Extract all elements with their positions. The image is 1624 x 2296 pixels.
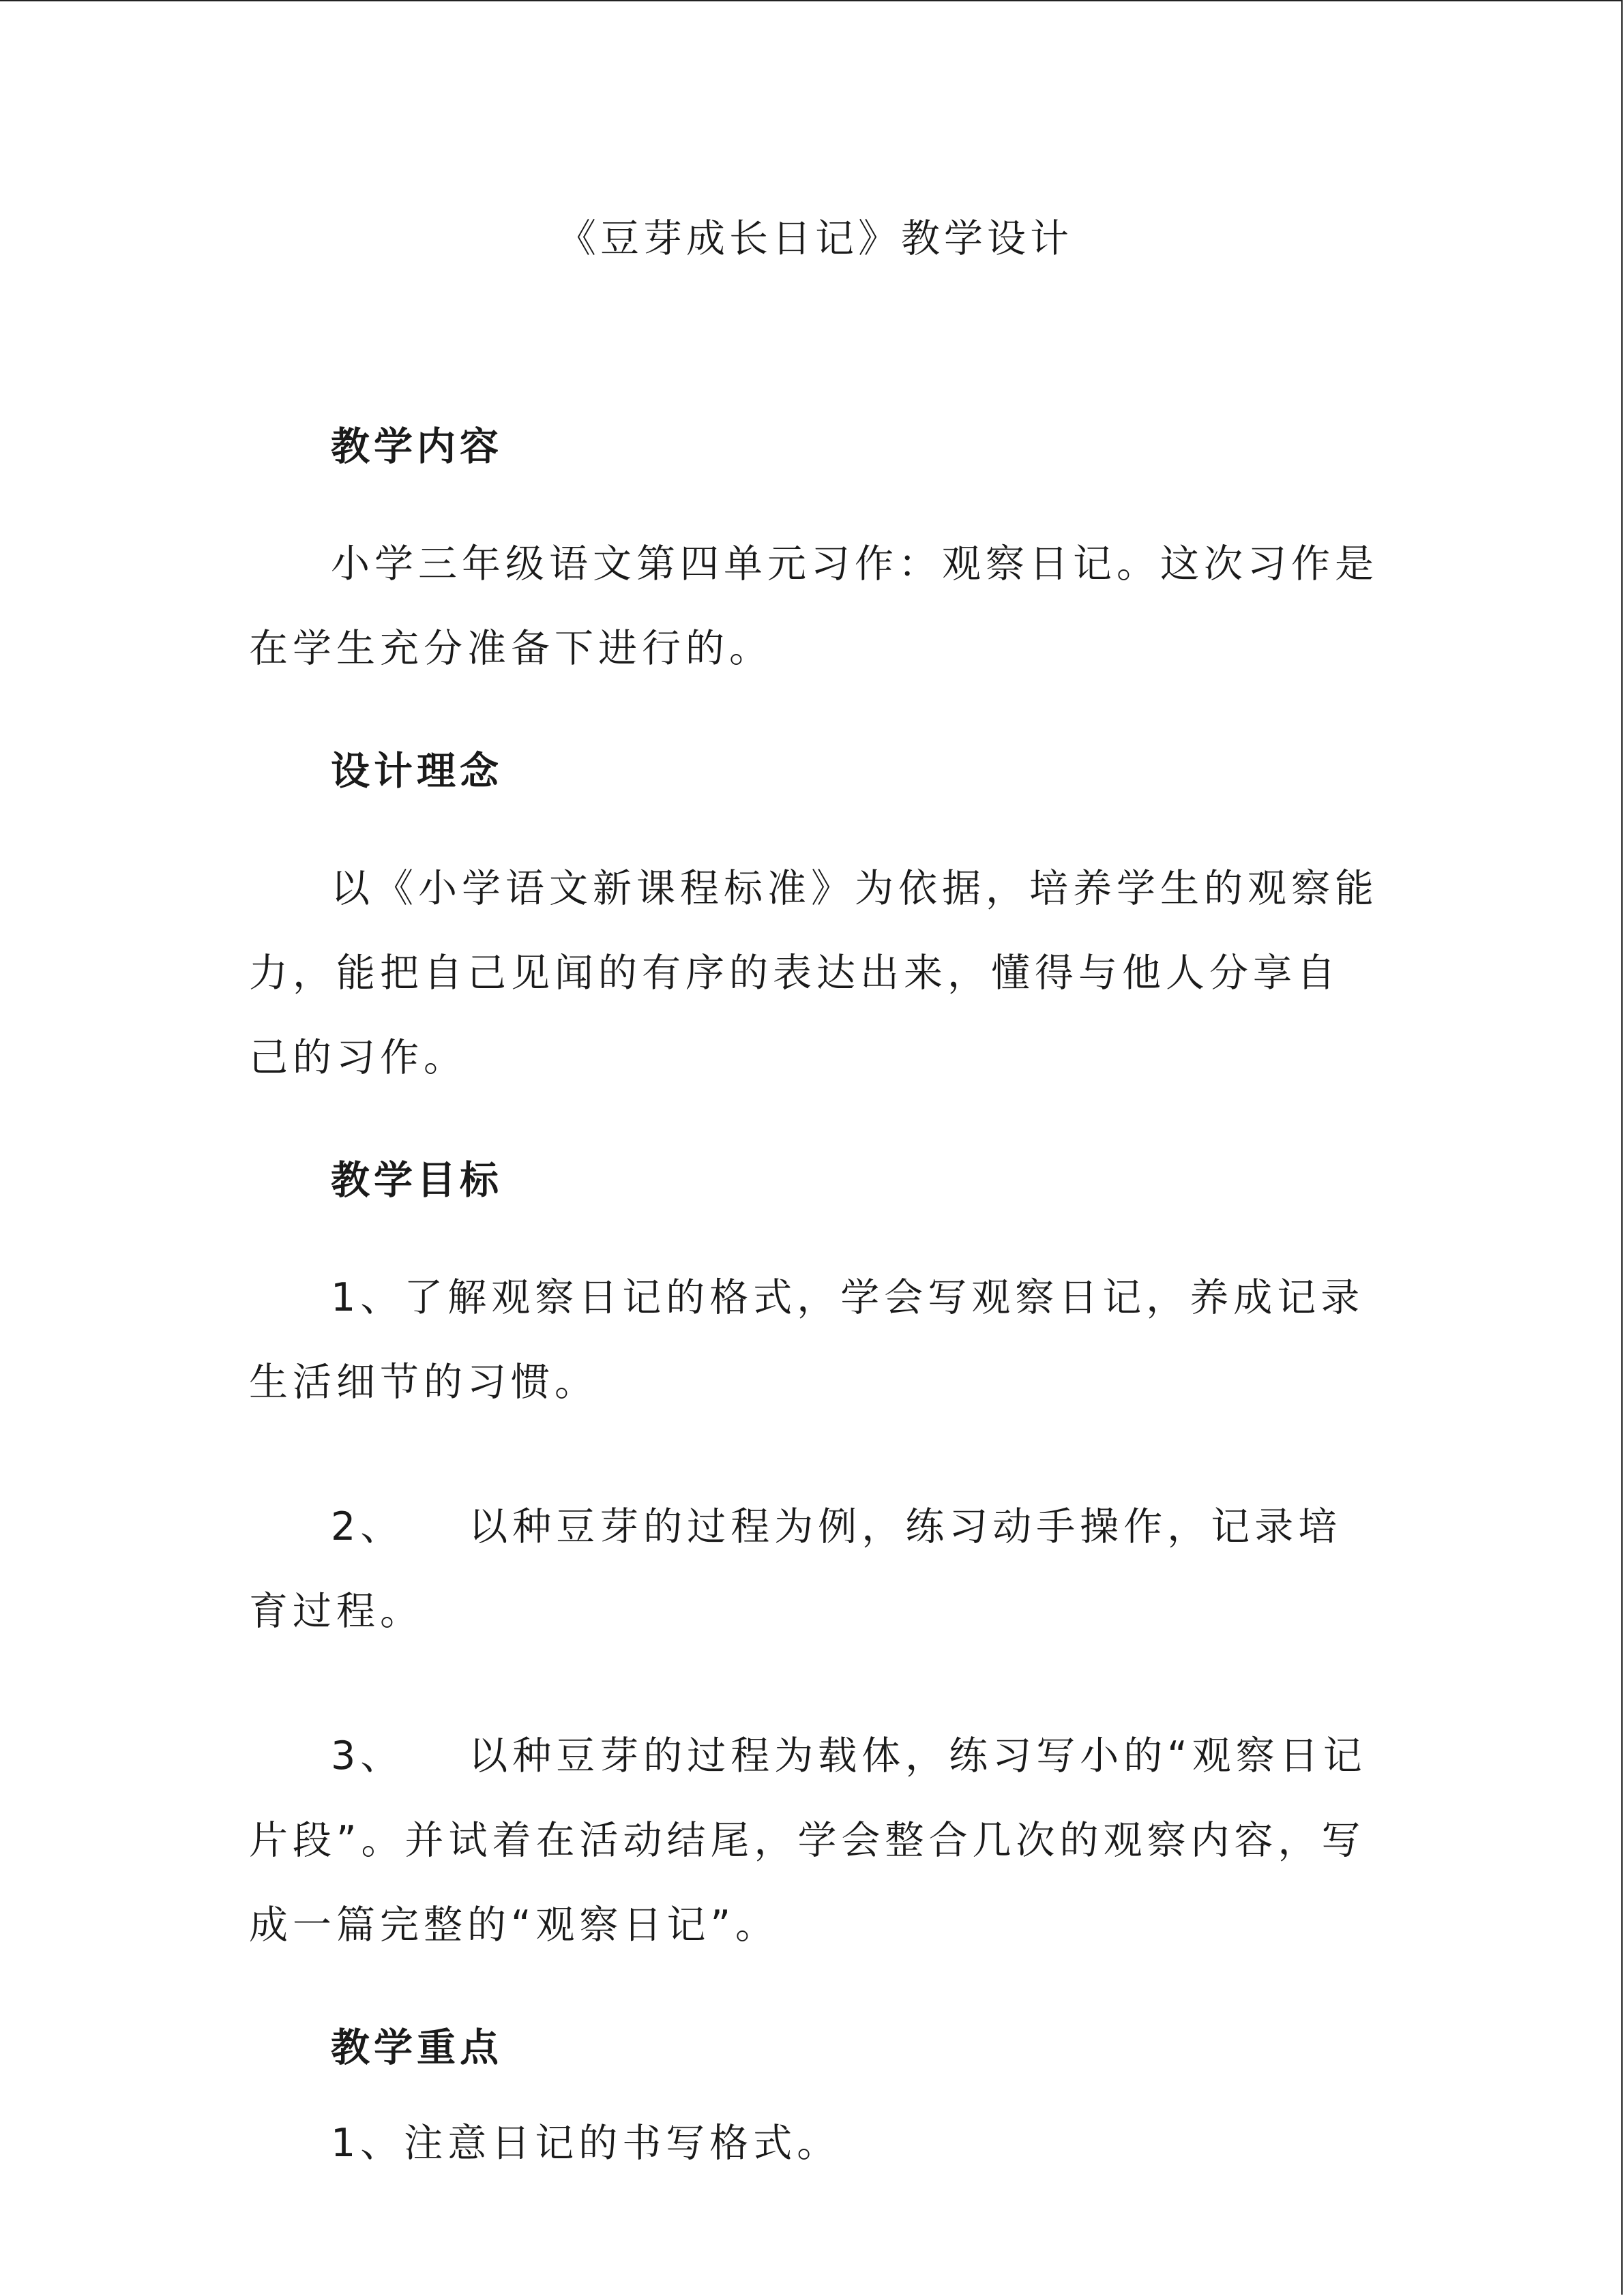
section-heading-teaching-content: 教学内容 <box>331 424 503 469</box>
goal-item-2 <box>249 1485 1381 1654</box>
section-heading-teaching-goals: 教学目标 <box>331 1158 503 1203</box>
key-point-item-1: 1、注意日记的书写格式。 <box>331 2121 841 2166</box>
goal-item-3-text: 以种豆芽的过程为载体，练习写小的“观察日记片段”。并试着在活动结尾，学会整合几次的观察内容，写成一篇完整的“观察日记”。 <box>249 1733 1367 1948</box>
section-key-points <box>249 2027 1381 2164</box>
goal-item-3 <box>249 1714 1381 1967</box>
section-heading-key-points: 教学重点 <box>331 2025 503 2070</box>
design-concept-paragraph: 以《小学语文新课程标准》为依据，培养学生的观察能力，能把自己见闻的有序的表达出来，懂得与他人分享自己的习作。 <box>249 866 1378 1080</box>
document-body <box>249 198 1381 2224</box>
goal-item-3-number: 3、 <box>331 1733 404 1778</box>
section-design-concept <box>249 751 1381 1100</box>
goal-item-1: 1、了解观察日记的格式，学会写观察日记，养成记录生活细节的习惯。 <box>249 1275 1365 1405</box>
section-heading-design-concept: 设计理念 <box>331 749 503 794</box>
goal-item-2-text: 以种豆芽的过程为例，练习动手操作，记录培育过程。 <box>249 1504 1342 1634</box>
teaching-content-paragraph: 小学三年级语文第四单元习作：观察日记。这次习作是在学生充分准备下进行的。 <box>249 541 1378 671</box>
section-teaching-goals <box>249 1160 1381 1967</box>
goal-item-2-number: 2、 <box>331 1504 404 1549</box>
document-title: 《豆芽成长日记》教学设计 <box>557 216 1073 261</box>
section-teaching-content <box>249 426 1381 691</box>
